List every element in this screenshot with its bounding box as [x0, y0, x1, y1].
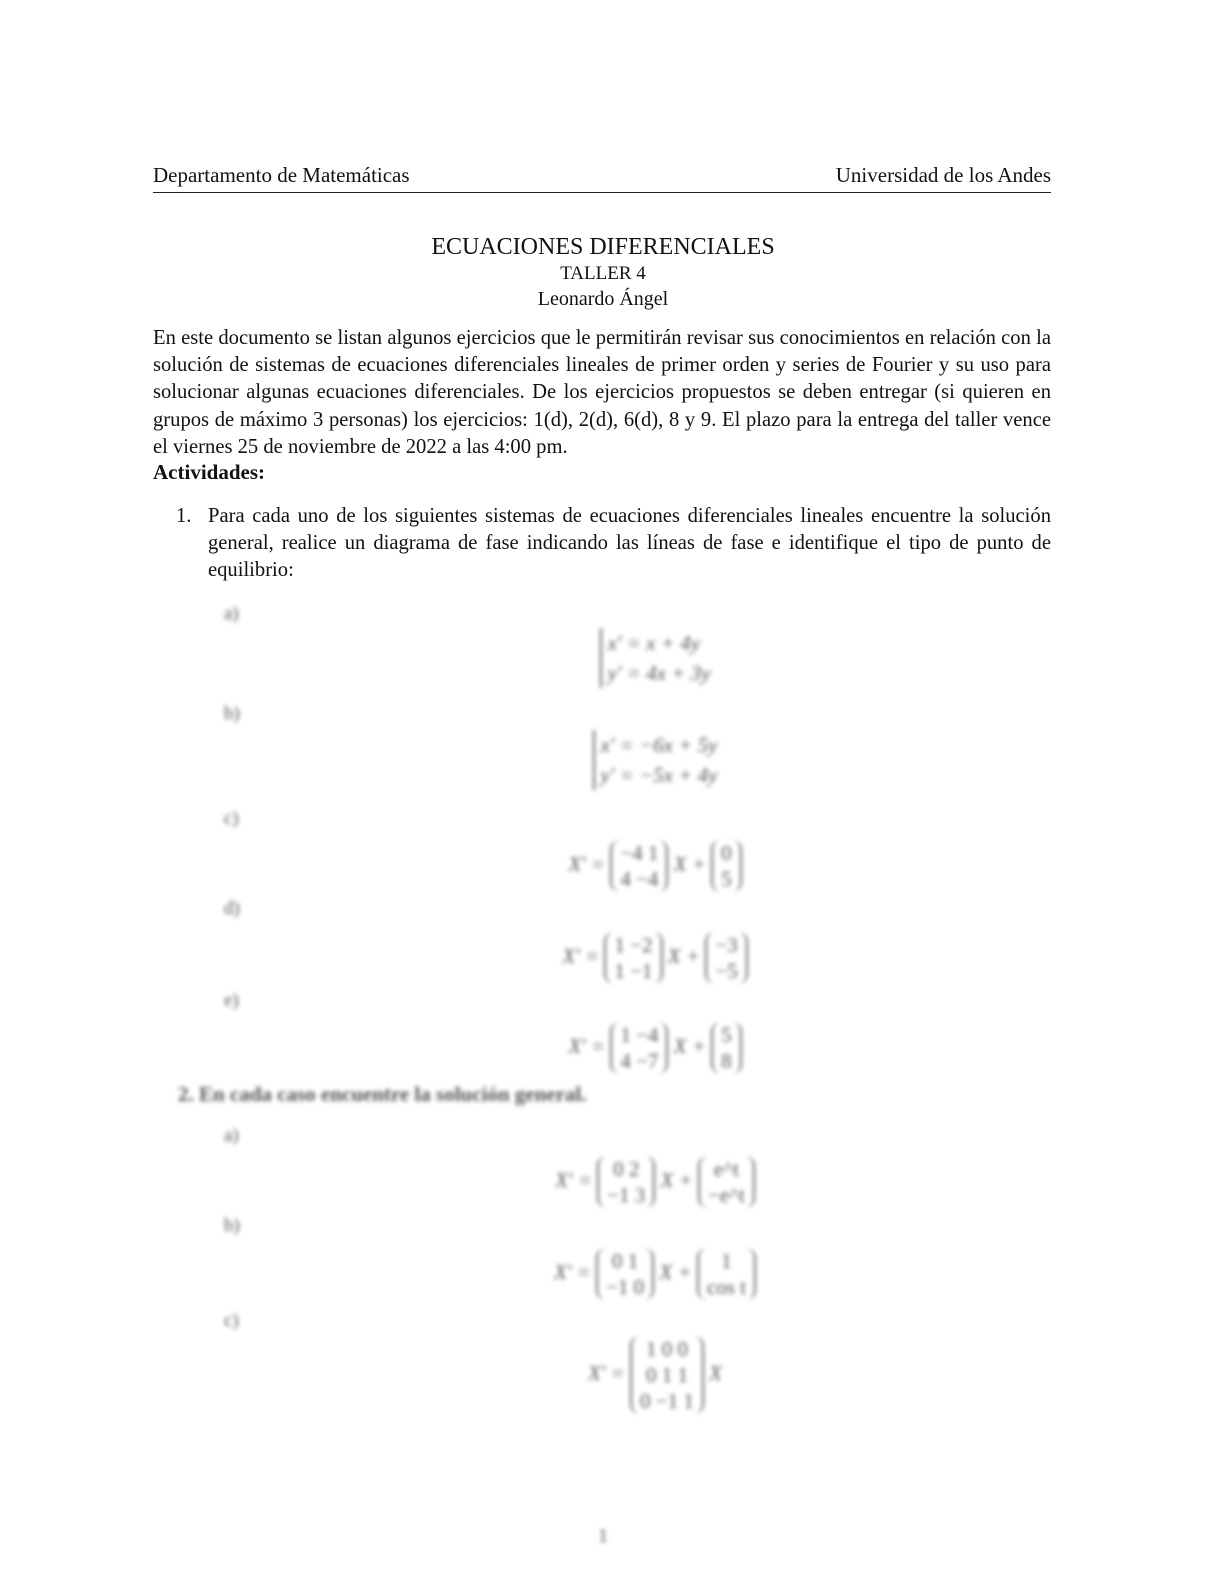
document-author: Leonardo Ángel: [537, 288, 669, 310]
page-number: 1: [598, 1525, 608, 1547]
question-text: Para cada uno de los siguientes sistemas de ecuaciones diferenciales lineales encuentre la solución general, realice un diagrama de fase indicando las líneas de fase e identifique el tipo de punto de equilibrio:: [208, 505, 1051, 582]
running-header: [153, 163, 1051, 188]
item-label: c): [224, 808, 239, 829]
equation: X' = −4 1 4 −4 X + 0 5: [0, 840, 1224, 892]
question-number: 1.: [176, 505, 192, 527]
equation: X' = 1 0 0 0 1 1 0 −1 1 X: [588, 1337, 722, 1413]
item-label: b): [224, 703, 240, 724]
equation: x' = −6x + 5y y' = −5x + 4y: [0, 730, 1224, 790]
document-subtitle: TALLER 4: [560, 263, 646, 284]
item-label: b): [224, 1215, 240, 1236]
item-label: c): [224, 1310, 239, 1331]
title-block: [0, 232, 1206, 312]
item-label: a): [224, 603, 239, 624]
equation: x' = x + 4y y' = 4x + 3y: [0, 628, 1224, 688]
equation: X' = 0 1 −1 0 X + 1 cos t: [0, 1248, 1224, 1300]
item-label: a): [224, 1125, 239, 1146]
header-left: Departamento de Matemáticas: [153, 163, 410, 187]
equation: X' = 1 −2 1 −1 X + −3 −5: [0, 932, 1224, 984]
equation: X' = 1 −4 4 −7 X + 5 8: [0, 1022, 1224, 1074]
activities-heading: Actividades:: [153, 460, 265, 484]
equation: X' = 0 2 −1 3 X + e^t −e^t: [0, 1156, 1224, 1208]
item-label: e): [224, 990, 239, 1011]
intro-paragraph: En este documento se listan algunos ejercicios que le permitirán revisar sus conocimientos en relación con la solución de sistemas de ecuaciones diferenciales lineales de primer orden y series de Fourier y su uso para solucionar algunas ecuaciones diferenciales. De los ejercicios propuestos se deben entregar (si quieren en grupos de máximo 3 personas) los ejercicios: 1(d), 2(d), 6(d), 8 y 9. El plazo para la entrega del taller vence el viernes 25 de noviembre de 2022 a las 4:00 pm.: [153, 327, 1051, 458]
header-rule: [153, 192, 1051, 193]
question-1: [176, 503, 1051, 585]
item-label: d): [224, 898, 240, 919]
document-title: ECUACIONES DIFERENCIALES: [431, 234, 775, 260]
question-2: 2. En cada caso encuentre la solución general.: [178, 1082, 587, 1106]
header-right: Universidad de los Andes: [835, 163, 1051, 187]
